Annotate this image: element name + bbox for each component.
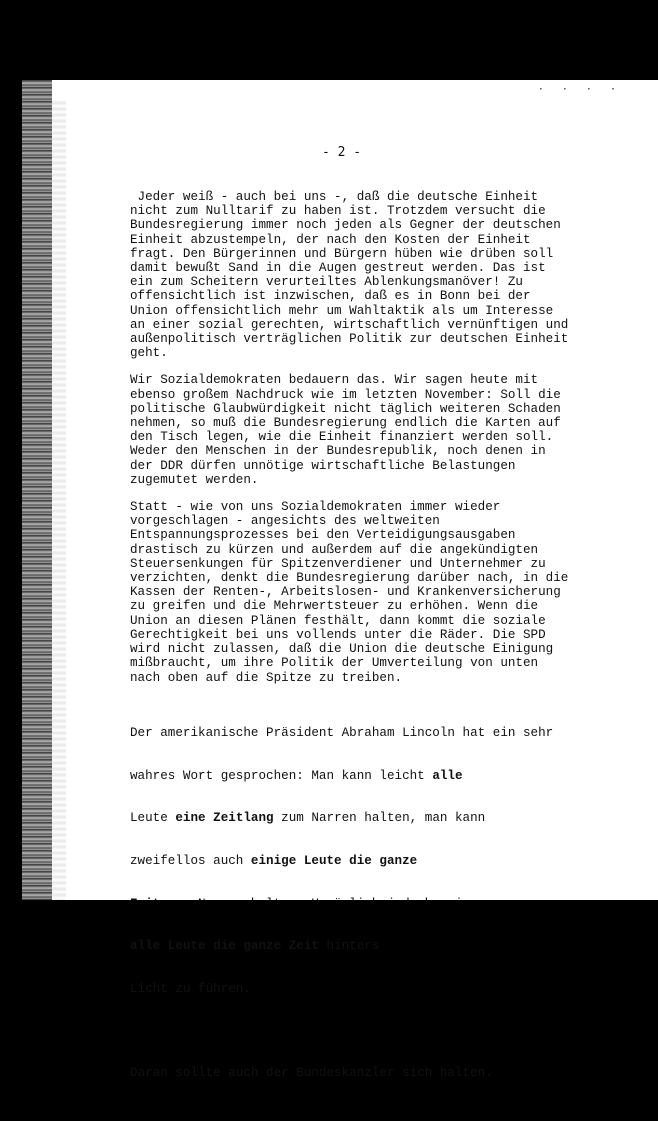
- text-line: Union offensichtlich mehr um Wahltaktik als um Interesse: [130, 303, 554, 318]
- scan-left-shadow: [52, 100, 66, 908]
- quote-line: Der amerikanische Präsident Abraham Lincoln hat ein sehr: [130, 726, 554, 741]
- text-line: fragt. Den Bürgerinnen und Bürgern hüben wie drüben soll: [130, 246, 554, 261]
- text-line: ebenso großem Nachdruck wie im letzten November: Soll die: [130, 387, 561, 402]
- quote-line: Licht zu führen.: [130, 981, 251, 996]
- quote-text: zweifellos auch: [130, 853, 251, 868]
- text-line: Kassen der Renten-, Arbeitslosen- und Krankenversicherung: [130, 585, 561, 600]
- quote-emphasis: alle: [432, 768, 463, 783]
- quote-emphasis: eine Zeitlang: [175, 811, 274, 826]
- text-line: vorgeschlagen - angesichts des weltweiten: [130, 514, 440, 529]
- paragraph-1: [130, 190, 640, 360]
- text-line: Union an diesen Plänen festhält, dann kommt die soziale: [130, 613, 546, 628]
- text-line: verzichten, denkt die Bundesregierung darüber nach, in die: [130, 571, 569, 586]
- text-line: damit bewußt Sand in die Augen gestreut werden. Das ist: [130, 261, 546, 276]
- text-line: offensichtlich ist inzwischen, daß es in Bonn bei der: [130, 289, 531, 304]
- text-line: Statt - wie von uns Sozialdemokraten immer wieder: [130, 500, 501, 515]
- text-line: nehmen, so muß die Bundesregierung endlich die Karten auf: [130, 416, 561, 431]
- text-line: Wir Sozialdemokraten bedauern das. Wir sagen heute mit: [130, 373, 539, 388]
- body-text: [130, 190, 640, 1121]
- scan-left-edge: [22, 80, 52, 928]
- closing-paragraph: [130, 1037, 640, 1108]
- quote-text: wahres Wort gesprochen: Man kann leicht: [130, 768, 433, 783]
- text-line: Weder den Menschen in der Bundesrepublik, noch denen in: [130, 444, 546, 459]
- scan-bottom-edge: [22, 900, 658, 928]
- text-line: politische Glaubwürdigkeit nicht täglich weiteren Schaden: [130, 401, 561, 416]
- text-line: der DDR dürfen unnötige wirtschaftliche Belastungen: [130, 458, 516, 473]
- quote-emphasis: alle Leute die ganze Zeit: [130, 939, 319, 954]
- text-line: Entspannungsprozesses bei den Verteidigungsausgaben: [130, 528, 516, 543]
- text-line: den Tisch legen, wie die Einheit finanziert werden soll.: [130, 430, 554, 445]
- paragraph-lincoln-quote: [130, 698, 640, 1025]
- quote-text: Leute: [130, 811, 176, 826]
- quote-text: zum Narren halten, man kann: [273, 811, 486, 826]
- document-page: [22, 80, 658, 1080]
- text-line: Steuersenkungen für Spitzenverdiener und Unternehmer zu: [130, 556, 546, 571]
- paragraph-2: [130, 373, 640, 487]
- closing-line: Daran sollte auch der Bundeskanzler sich halten.: [130, 1065, 493, 1080]
- text-line: nach oben auf die Spitze zu treiben.: [130, 670, 403, 685]
- text-line: Einheit abzustempeln, der nach den Kosten der Einheit: [130, 232, 531, 247]
- quote-line: [130, 939, 640, 953]
- text-line: geht.: [130, 346, 168, 361]
- quote-line: [130, 854, 640, 868]
- text-line: an einer sozial gerechten, wirtschaftlich vernünftigen und: [130, 317, 569, 332]
- text-line: außenpolitisch verträglichen Politik zur deutschen Einheit: [130, 332, 569, 347]
- text-line: wird nicht zulassen, daß die Union die deutsche Einigung: [130, 642, 554, 657]
- text-line: drastisch zu kürzen und außerdem auf die angekündigten: [130, 542, 539, 557]
- quote-line: [130, 769, 640, 783]
- page-number: - 2 -: [322, 145, 362, 160]
- paragraph-3: [130, 500, 640, 685]
- text-line: Gerechtigkeit bei uns vollends unter die Räder. Die SPD: [130, 627, 546, 642]
- text-line: zu greifen und die Mehrwertsteuer zu erhöhen. Wenn die: [130, 599, 539, 614]
- text-line: ein zum Scheitern verurteiltes Ablenkungsmanöver! Zu: [130, 275, 523, 290]
- text-line: zugemutet werden.: [130, 472, 259, 487]
- text-line: nicht zum Nulltarif zu haben ist. Trotzdem versucht die: [130, 204, 546, 219]
- quote-line: [130, 811, 640, 825]
- text-line: mißbraucht, um ihre Politik der Umverteilung von unten: [130, 656, 539, 671]
- quote-emphasis: einige Leute die ganze: [250, 853, 418, 868]
- top-scan-marks: · · · ·: [537, 84, 622, 95]
- quote-text: hinters: [318, 939, 380, 954]
- text-line: Bundesregierung immer noch jeden als Gegner der deutschen: [130, 218, 561, 233]
- text-line: Jeder weiß - auch bei uns -, daß die deutsche Einheit: [130, 190, 539, 204]
